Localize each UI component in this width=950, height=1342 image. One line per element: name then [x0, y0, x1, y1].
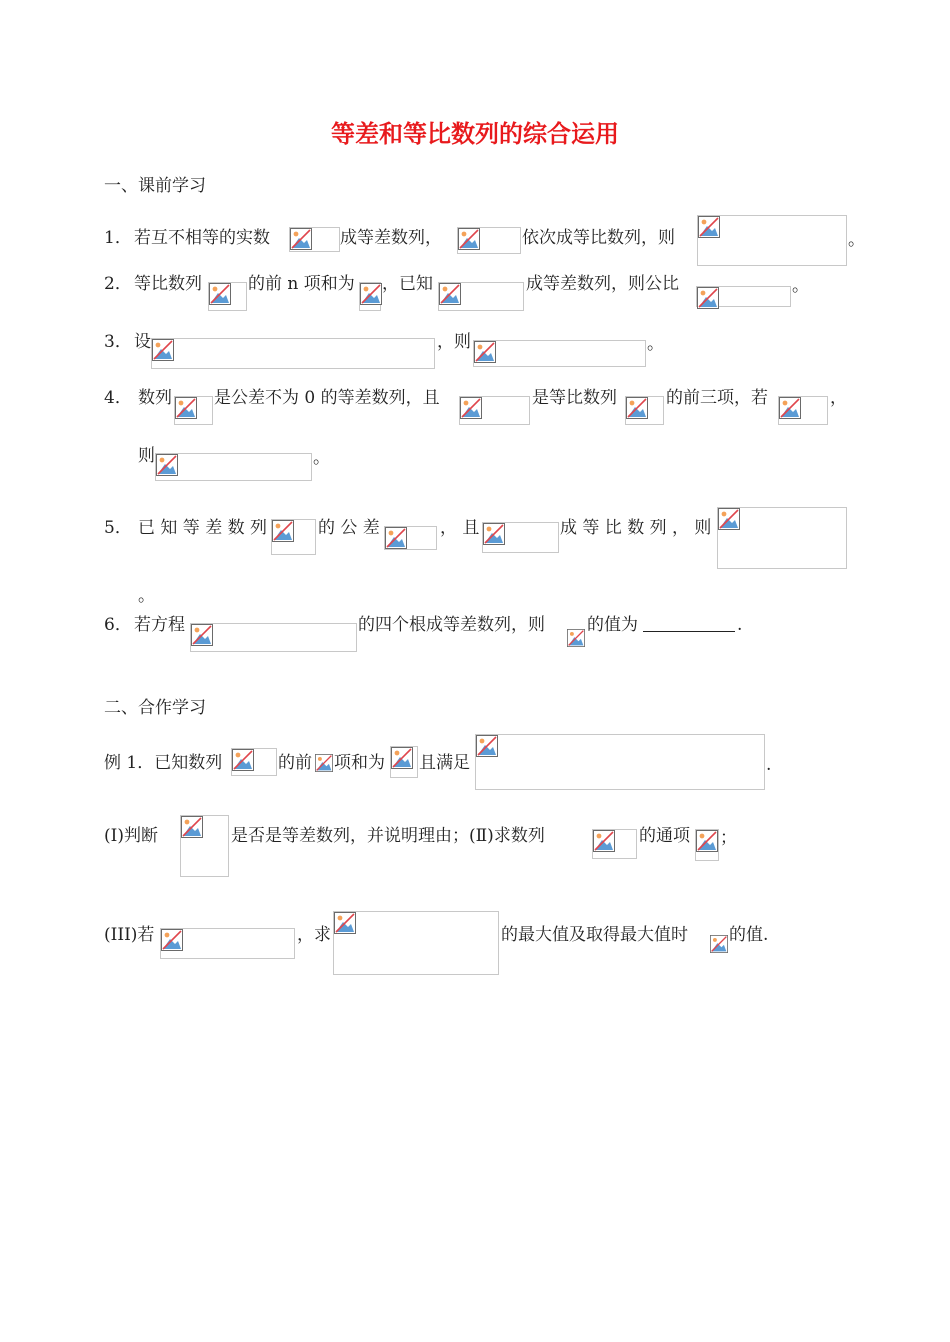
q2-text-b: 的前 n 项和为 [248, 274, 355, 294]
ex1-part1-end: ； [720, 828, 737, 848]
section-heading-cooperative-study: 二、合作学习 [104, 698, 206, 718]
q4-text-d: 的前三项，若 [666, 388, 768, 408]
ex1-part3-text-a: (III)若 [104, 925, 155, 945]
q6-text-c: 的值为 [587, 615, 638, 635]
broken-image-icon [161, 929, 183, 951]
formula-image-frame [592, 829, 637, 859]
section-heading-pre-study: 一、课前学习 [104, 176, 206, 196]
broken-image-icon [474, 341, 496, 363]
q6-text-b: 的四个根成等差数列，则 [358, 615, 545, 635]
broken-image-icon [181, 816, 203, 838]
broken-image-icon [175, 397, 197, 419]
broken-image-icon [593, 830, 615, 852]
formula-image-frame [160, 928, 295, 959]
q5-text-c: ， 且 [440, 518, 480, 538]
q6-end: . [737, 615, 743, 635]
broken-image-icon [385, 527, 407, 549]
formula-image-frame [190, 623, 357, 652]
formula-image-frame [459, 396, 530, 425]
q4-number: 4． [104, 388, 132, 408]
formula-image-frame [390, 746, 418, 778]
q2-text-c: ，已知 [382, 274, 433, 294]
broken-image-icon [272, 520, 294, 542]
ex1-part3-text-b: ，求 [297, 925, 331, 945]
broken-image-icon [156, 454, 178, 476]
broken-image-icon [626, 397, 648, 419]
q1-end: 。 [848, 230, 865, 250]
q6-text-a: 若方程 [134, 615, 185, 635]
q5-text-b: 的 公 差 [318, 518, 380, 538]
ex1-text-b: 的前 [278, 753, 312, 773]
formula-image-frame [359, 282, 381, 311]
q5-text-d: 成 等 比 数 列 ， 则 [560, 518, 712, 538]
q4-text-b: 是公差不为 0 的等差数列，且 [214, 388, 440, 408]
q5-text-a: 已 知 等 差 数 列 [138, 518, 268, 538]
broken-image-icon [232, 749, 254, 771]
ex1-part1-text-b: 是否是等差数列，并说明理由；(Ⅱ)求数列 [231, 826, 545, 846]
q5-number: 5． [104, 518, 132, 538]
formula-image-frame [473, 340, 646, 367]
broken-image-icon [290, 228, 312, 250]
q6-number: 6． [104, 615, 132, 635]
q6-answer-blank [643, 615, 735, 637]
q3-end: 。 [647, 334, 664, 354]
q1-text-c: 依次成等比数列，则 [522, 228, 675, 248]
ex1-part3-text-d: 的值. [729, 925, 769, 945]
q4-text-e: ， [830, 388, 847, 408]
q3-text-a: 设 [134, 332, 151, 352]
broken-image-icon [315, 754, 333, 772]
formula-image-frame [778, 396, 828, 425]
formula-image-frame [717, 507, 847, 569]
ex1-part3-text-c: 的最大值及取得最大值时 [501, 925, 688, 945]
ex1-text-d: 且满足 [419, 753, 470, 773]
q4-text-c: 是等比数列 [532, 388, 617, 408]
formula-image-frame [438, 282, 524, 311]
broken-image-icon [334, 912, 356, 934]
formula-image-frame [457, 227, 521, 254]
formula-image-frame [384, 526, 437, 550]
broken-image-icon [483, 523, 505, 545]
formula-image-frame [333, 911, 499, 975]
q1-number: 1． [104, 228, 132, 248]
ex1-part1-text-a: (Ⅰ)判断 [104, 826, 158, 846]
broken-image-icon [152, 339, 174, 361]
q1-text-a: 若互不相等的实数 [134, 228, 270, 248]
formula-image-frame [475, 734, 765, 790]
formula-image-frame [482, 522, 559, 553]
broken-image-icon [718, 508, 740, 530]
q2-text-d: 成等差数列，则公比 [526, 274, 679, 294]
broken-image-icon [696, 830, 718, 852]
broken-image-icon [460, 397, 482, 419]
q4-text-a: 数列 [138, 388, 172, 408]
q5-end: 。 [138, 586, 155, 606]
formula-image-frame [151, 338, 435, 369]
formula-image-frame [695, 829, 719, 861]
broken-image-icon [476, 735, 498, 757]
q1-text-b: 成等差数列， [340, 228, 442, 248]
ex1-end: . [766, 755, 772, 775]
broken-image-icon [191, 624, 213, 646]
broken-image-icon [209, 283, 231, 305]
q4-end: 。 [313, 448, 330, 468]
broken-image-icon [360, 283, 382, 305]
formula-image-frame [180, 815, 229, 877]
q4-text-f: 则 [138, 446, 155, 466]
q2-end: 。 [792, 276, 809, 296]
q2-number: 2． [104, 274, 132, 294]
q3-number: 3． [104, 332, 132, 352]
formula-image-frame [271, 519, 316, 555]
formula-image-frame [174, 396, 213, 425]
broken-image-icon [779, 397, 801, 419]
page-title: 等差和等比数列的综合运用 [331, 120, 619, 148]
broken-image-icon [458, 228, 480, 250]
broken-image-icon [698, 216, 720, 238]
q3-text-b: ，则 [437, 332, 471, 352]
formula-image-frame [289, 227, 340, 252]
q2-text-a: 等比数列 [134, 274, 202, 294]
ex1-part1-text-c: 的通项 [639, 826, 690, 846]
broken-image-icon [567, 629, 585, 647]
broken-image-icon [697, 287, 719, 309]
broken-image-icon [710, 935, 728, 953]
broken-image-icon [391, 747, 413, 769]
formula-image-frame [696, 286, 791, 307]
formula-image-frame [697, 215, 847, 266]
formula-image-frame [155, 453, 312, 481]
formula-image-frame [208, 282, 247, 311]
ex1-text-a: 例 1．已知数列 [104, 753, 223, 773]
formula-image-frame [231, 748, 277, 776]
ex1-text-c: 项和为 [334, 753, 385, 773]
broken-image-icon [439, 283, 461, 305]
formula-image-frame [625, 396, 664, 425]
